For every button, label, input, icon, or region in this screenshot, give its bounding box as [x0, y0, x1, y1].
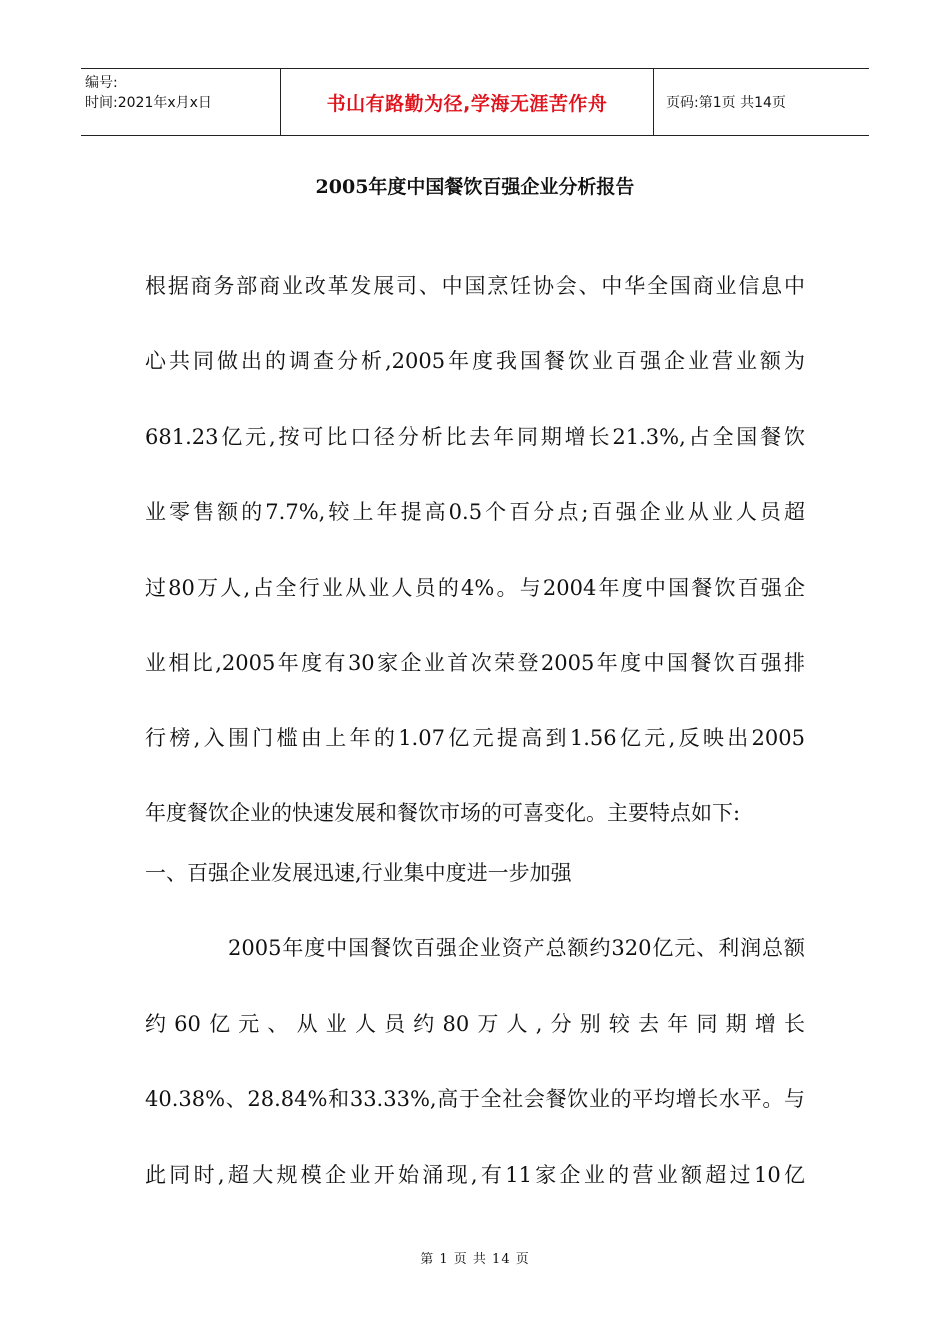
body-line: 此同时,超大规模企业开始涌现,有11家企业的营业额超过10亿: [145, 1163, 805, 1187]
page-footer: 第 1 页 共 14 页: [420, 1252, 530, 1267]
number-label: 编号:: [85, 75, 118, 91]
body-line: 根据商务部商业改革发展司、中国烹饪协会、中华全国商业信息中: [145, 274, 805, 298]
body-line: 心共同做出的调查分析,2005年度我国餐饮业百强企业营业额为: [145, 349, 805, 373]
header-motto-cell: [281, 69, 654, 135]
body-line: 2005年度中国餐饮百强企业资产总额约320亿元、利润总额: [228, 936, 805, 960]
body-line: 行榜,入围门槛由上年的1.07亿元提高到1.56亿元,反映出2005: [145, 726, 805, 750]
body-line: 业零售额的7.7%,较上年提高0.5个百分点;百强企业从业人员超: [145, 500, 805, 524]
time-label: 时间:2021年x月x日: [85, 95, 212, 111]
document-header: [81, 68, 869, 136]
header-meta: [81, 69, 281, 135]
motto: 书山有路勤为径,学海无涯苦作舟: [326, 92, 608, 115]
page-info: 页码:第1页 共14页: [666, 95, 786, 111]
body-line: 681.23亿元,按可比口径分析比去年同期增长21.3%,占全国餐饮: [145, 425, 805, 449]
body-line: 40.38%、28.84%和33.33%,高于全社会餐饮业的平均增长水平。与: [145, 1087, 805, 1111]
section-heading: 一、百强企业发展迅速,行业集中度进一步加强: [145, 861, 572, 885]
body-line: 年度餐饮企业的快速发展和餐饮市场的可喜变化。主要特点如下:: [145, 801, 741, 825]
body-line: 约60亿元、从业人员约80万人,分别较去年同期增长: [145, 1012, 805, 1036]
body-line: 过80万人,占全行业从业人员的4%。与2004年度中国餐饮百强企: [145, 576, 805, 600]
document-title: 2005年度中国餐饮百强企业分析报告: [315, 176, 635, 198]
body-line: 业相比,2005年度有30家企业首次荣登2005年度中国餐饮百强排: [145, 651, 805, 675]
header-page-cell: [654, 69, 869, 135]
